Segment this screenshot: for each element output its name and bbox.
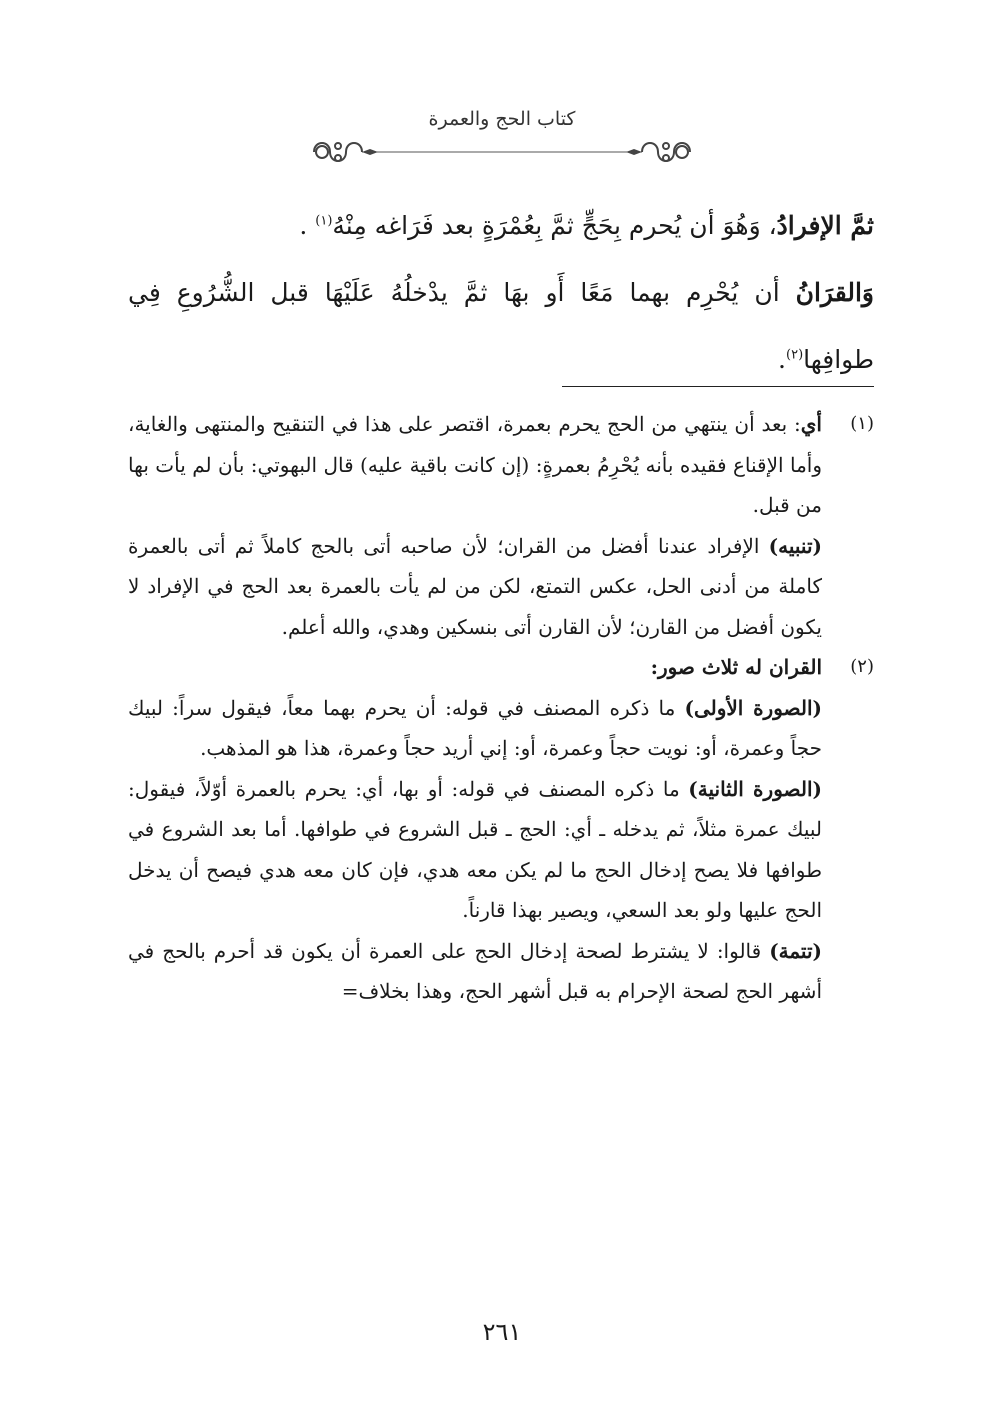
footnote-2 xyxy=(128,647,874,1012)
paragraph-qiran-text: أن يُحْرِم بهما مَعًا أَو بهَا ثمَّ يدْخلُهُ عَلَيْهَا قبل الشُّرُوعِ فِي طوافِها xyxy=(128,278,874,374)
form-2-text: ما ذكره المصنف في قوله: أو بها، أي: يحرم بالعمرة أوّلاً، فيقول: لبيك عمرة مثلاً، ثم يدخله ـ أي: الحج ـ قبل الشروع في طوافها. أما بعد الشروع في طوافها فلا يصح إدخال الحج ما لم يكن معه هدي، فإن كان معه هدي فيصح أن يدخل الحج عليها ولو بعد السعي، ويصير بهذا قارناً. xyxy=(128,776,822,922)
footnote-2-form-2 xyxy=(128,769,822,931)
supplement-label: (تتمة) xyxy=(769,938,822,963)
book-title: كتاب الحج والعمرة xyxy=(428,108,576,130)
paragraph-ifrad-text: ، وَهُوَ أن يُحرم بِحَجٍّ ثمَّ بِعُمْرَةٍ بعد فَرَاغه مِنْهُ xyxy=(332,211,777,240)
ornament-divider-icon xyxy=(300,132,704,172)
form-2-label: (الصورة الثانية) xyxy=(688,776,822,801)
footnote-separator xyxy=(562,386,874,387)
form-1-text: ما ذكره المصنف في قوله: أن يحرم بهما معاً، فيقول سراً: لبيك حجاً وعمرة، أو: نويت حجاً وعمرة، أو: إني أريد حجاً وعمرة، هذا هو المذهب. xyxy=(128,695,822,760)
note-label: (تنبيه) xyxy=(768,533,822,558)
paragraph-ifrad-end: . xyxy=(299,211,316,240)
note-text: الإفراد عندنا أفضل من القران؛ لأن صاحبه أتى بالحج كاملاً ثم أتى بالعمرة كاملة من أدنى الحل، عكس التمتع، لكن من لم يأت بالعمرة بعد الحج في الإفراد لا يكون أفضل من القارن؛ لأن القارن أتى بنسكين وهدي، والله أعلم. xyxy=(128,533,822,639)
paragraph-qiran xyxy=(128,259,874,393)
footnote-number: (١) xyxy=(850,413,874,434)
footnote-number: (٢) xyxy=(850,656,874,677)
footnote-2-supplement xyxy=(128,931,822,1012)
footnote-1-text: : بعد أن ينتهي من الحج يحرم بعمرة، اقتصر على هذا في التنقيح والمنتهى والغاية، وأما الإقناع فقيده بأنه يُحْرِمُ بعمرةٍ: (إن كانت باقية عليه) قال البهوتي: بأن لم يأت بها من قبل. xyxy=(128,412,822,517)
footnote-2-form-1 xyxy=(128,688,822,769)
footnotes xyxy=(128,404,874,1012)
supplement-text: قالوا: لا يشترط لصحة إدخال الحج على العمرة أن يكون قد أحرم بالحج في أشهر الحج لصحة الإحرام به قبل أشهر الحج، وهذا بخلاف= xyxy=(128,938,822,1003)
main-text xyxy=(128,192,874,393)
page-number: ٢٦١ xyxy=(482,1318,522,1346)
footnote-1-note xyxy=(128,526,822,648)
term-ifrad: ثمَّ الإفرادُ xyxy=(776,211,874,240)
footnote-1 xyxy=(128,404,874,647)
footnote-1-lead: أي xyxy=(800,412,822,436)
form-1-label: (الصورة الأولى) xyxy=(684,695,822,720)
footnote-ref-1[interactable]: (١) xyxy=(315,213,333,229)
paragraph-ifrad xyxy=(128,192,874,259)
footnote-ref-2[interactable]: (٢) xyxy=(786,347,804,363)
term-qiran: وَالقرَانُ xyxy=(795,278,874,307)
footnote-1-body xyxy=(128,404,822,526)
running-header xyxy=(300,108,704,172)
paragraph-qiran-end: . xyxy=(778,345,786,374)
footnote-2-title: القران له ثلاث صور: xyxy=(650,655,822,679)
